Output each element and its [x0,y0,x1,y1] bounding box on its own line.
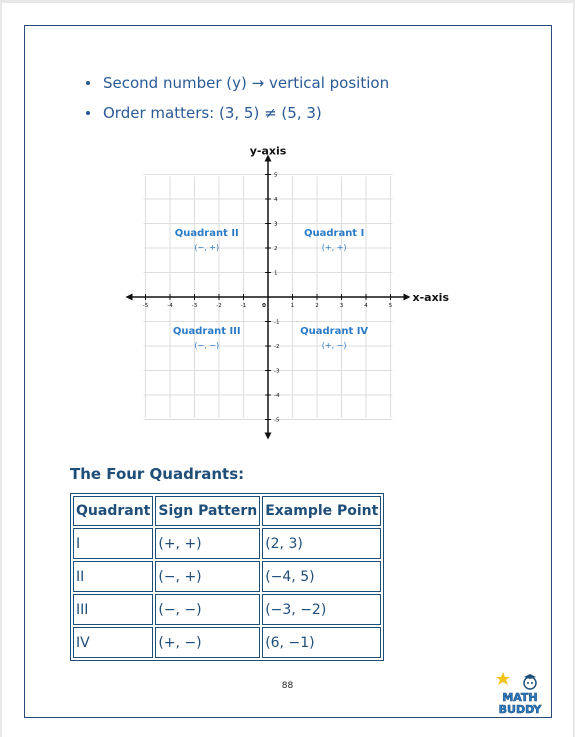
table-cell: (−, +) [155,561,260,592]
y-tick-label: 2 [274,246,278,252]
y-tick-label: -2 [274,344,280,350]
x-tick-label: 0 [262,303,266,309]
x-axis-label: x-axis [412,291,449,304]
bullet-dot-icon [86,81,90,85]
y-axis-label: y-axis [249,144,287,158]
math-buddy-logo-icon [494,671,546,717]
y-axis-arrow-down-icon [265,433,272,440]
table-cell: (−, −) [155,594,260,625]
bullet-list [86,68,389,128]
x-tick-label: -4 [167,303,173,309]
table-row [73,594,381,625]
y-tick-label: -4 [274,393,280,399]
table-cell: II [73,561,153,592]
table-cell: (2, 3) [262,528,381,559]
logo-text-top: MATH [502,691,538,704]
column-header: Example Point [262,496,381,526]
y-tick-label: -1 [274,319,280,326]
table-cell: I [73,528,153,559]
x-tick-label: -3 [191,303,198,309]
section-heading: The Four Quadrants: [70,465,245,483]
x-tick-label: 2 [315,303,319,309]
quadrant-sign-label: (+, +) [321,242,347,252]
quadrant-label: Quadrant I [303,227,365,239]
star-icon [496,672,510,685]
quadrant-label: Quadrant IV [300,325,369,337]
table-row [73,528,381,559]
y-tick-label: -3 [274,368,280,375]
bullet-item [86,68,389,98]
y-tick-label: 5 [274,172,278,179]
column-header: Quadrant [73,496,153,526]
x-axis-arrow-right-icon [404,294,411,301]
table-cell: (+, −) [155,627,260,658]
x-axis-arrow-left-icon [126,294,133,301]
table-header-row [73,496,381,526]
table-cell: (6, −1) [262,627,381,658]
table-cell: IV [73,627,153,658]
y-tick-label: -5 [274,417,280,424]
table-cell: III [73,594,153,625]
logo-text-bottom: BUDDY [498,703,542,716]
x-tick-label: 3 [339,303,344,309]
x-tick-label: 1 [290,303,295,309]
y-tick-label: 1 [274,270,278,277]
bullet-item [86,98,389,128]
table-row [73,561,381,592]
table-row [73,627,381,658]
column-header: Sign Pattern [155,496,260,526]
quadrant-sign-label: (+, −) [321,340,347,350]
y-tick-label: 4 [274,197,278,203]
bullet-text: Second number (y) → vertical position [103,74,390,92]
y-tick-label: 3 [274,221,278,228]
coordinate-plane-chart [120,140,449,440]
table-cell: (−4, 5) [262,561,381,592]
x-tick-label: -1 [240,303,247,309]
table-cell: (−3, −2) [262,594,381,625]
quadrant-sign-label: (−, +) [194,242,220,252]
bullet-dot-icon [86,111,90,115]
x-tick-label: -5 [142,303,149,309]
quadrant-label: Quadrant II [174,227,239,239]
quadrant-label: Quadrant III [172,325,241,337]
x-tick-label: 5 [388,303,393,309]
x-tick-label: 4 [364,303,368,309]
x-tick-label: -2 [216,303,222,309]
table-cell: (+, +) [155,528,260,559]
quadrants-table [70,493,384,661]
page-number: 88 [281,681,294,691]
bullet-text: Order matters: (3, 5) ≠ (5, 3) [103,104,322,122]
quadrant-sign-label: (−, −) [194,340,220,350]
